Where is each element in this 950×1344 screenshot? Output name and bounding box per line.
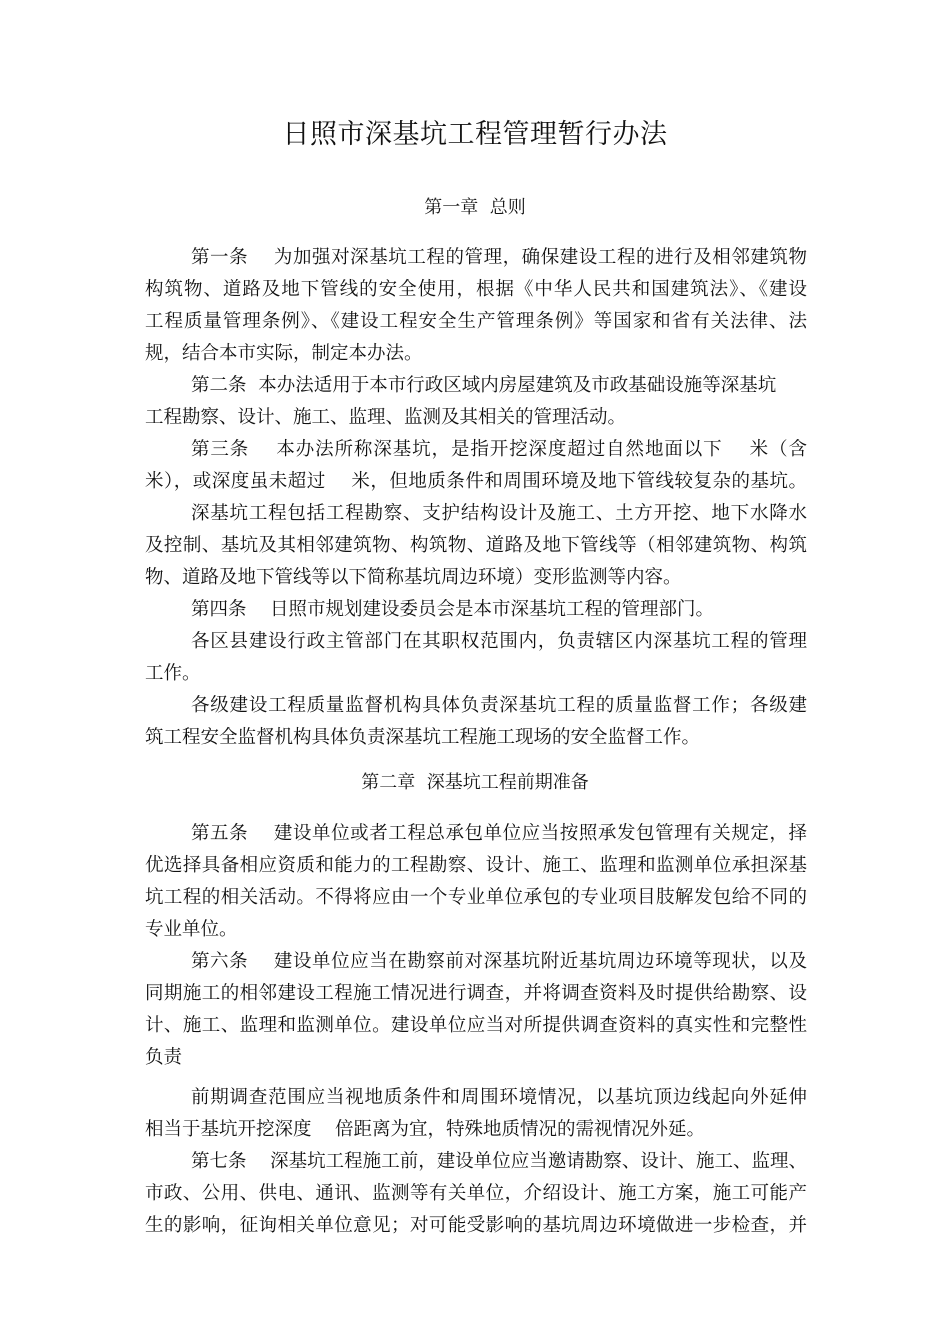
text-line: 工作。 bbox=[145, 663, 201, 684]
text-line: 工程质量管理条例》、《建设工程安全生产管理条例》等国家和省有关法律、法 bbox=[145, 311, 807, 332]
text-line: 计、施工、监理和监测单位。建设单位应当对所提供调查资料的真实性和完整性 bbox=[145, 1015, 807, 1036]
text-line: 同期施工的相邻建设工程施工情况进行调查，并将调查资料及时提供给勘察、设 bbox=[145, 983, 807, 1004]
text-line: 优选择具备相应资质和能力的工程勘察、设计、施工、监理和监测单位承担深基 bbox=[145, 855, 807, 876]
text-line: 前期调查范围应当视地质条件和周围环境情况，以基坑顶边线起向外延伸 bbox=[191, 1087, 807, 1108]
text-line: 专业单位。 bbox=[145, 919, 238, 940]
chapter-heading: 第二章 深基坑工程前期准备 bbox=[361, 772, 589, 793]
text-line: 坑工程的相关活动。不得将应由一个专业单位承包的专业项目肢解发包给不同的 bbox=[145, 887, 807, 908]
text-line: 第四条 日照市规划建设委员会是本市深基坑工程的管理部门。 bbox=[191, 599, 715, 620]
text-line: 筑工程安全监督机构具体负责深基坑工程施工现场的安全监督工作。 bbox=[145, 727, 701, 748]
text-line: 第七条 深基坑工程施工前，建设单位应当邀请勘察、设计、施工、监理、 bbox=[191, 1151, 807, 1172]
document-title: 日照市深基坑工程管理暂行办法 bbox=[282, 119, 668, 150]
text-line: 规，结合本市实际，制定本办法。 bbox=[145, 343, 423, 364]
text-line: 米），或深度虽未超过 米，但地质条件和周围环境及地下管线较复杂的基坑。 bbox=[145, 471, 807, 492]
text-line: 工程勘察、设计、施工、监理、监测及其相关的管理活动。 bbox=[145, 407, 627, 428]
text-line: 生的影响，征询相关单位意见；对可能受影响的基坑周边环境做进一步检查，并 bbox=[145, 1215, 807, 1236]
text-line: 各区县建设行政主管部门在其职权范围内，负责辖区内深基坑工程的管理 bbox=[191, 631, 807, 652]
text-line: 市政、公用、供电、通讯、监测等有关单位，介绍设计、施工方案，施工可能产 bbox=[145, 1183, 807, 1204]
text-line: 各级建设工程质量监督机构具体负责深基坑工程的质量监督工作；各级建 bbox=[191, 695, 807, 716]
text-line: 第三条 本办法所称深基坑，是指开挖深度超过自然地面以下 米（含 bbox=[191, 439, 807, 460]
text-line: 第六条 建设单位应当在勘察前对深基坑附近基坑周边环境等现状，以及 bbox=[191, 951, 807, 972]
text-line: 相当于基坑开挖深度 倍距离为宜，特殊地质情况的需视情况外延。 bbox=[145, 1119, 706, 1140]
text-line: 构筑物、道路及地下管线的安全使用，根据《中华人民共和国建筑法》、《建设 bbox=[145, 279, 807, 300]
text-line: 深基坑工程包括工程勘察、支护结构设计及施工、土方开挖、地下水降水 bbox=[191, 503, 807, 524]
chapter-heading: 第一章 总则 bbox=[424, 197, 526, 218]
text-line: 第一条 为加强对深基坑工程的管理，确保建设工程的进行及相邻建筑物 bbox=[191, 247, 807, 268]
text-line: 负责 bbox=[145, 1047, 183, 1068]
text-line: 物、道路及地下管线等以下简称基坑周边环境）变形监测等内容。 bbox=[145, 567, 682, 588]
text-line: 及控制、基坑及其相邻建筑物、构筑物、道路及地下管线等（相邻建筑物、构筑 bbox=[145, 535, 807, 556]
text-line: 第五条 建设单位或者工程总承包单位应当按照承发包管理有关规定，择 bbox=[191, 823, 807, 844]
text-line: 第二条 本办法适用于本市行政区域内房屋建筑及市政基础设施等深基坑 bbox=[191, 375, 777, 396]
